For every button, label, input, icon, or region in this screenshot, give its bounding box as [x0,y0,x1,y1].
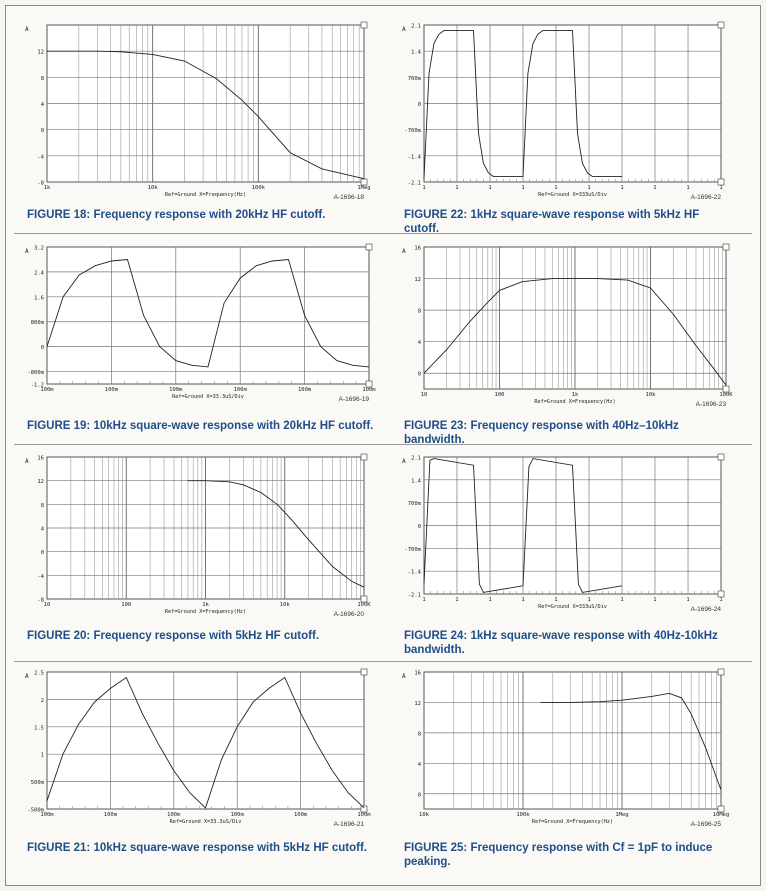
x-tick-label: 100k [251,185,265,191]
y-tick-label: 2.4 [34,270,44,277]
chart-panel-f22 [396,19,731,204]
chart-panel-f20 [19,451,374,621]
x-tick-label: 1 [620,185,624,191]
x-tick-label: 1 [587,185,591,191]
chart-svg [396,451,731,616]
y-tick-label: 16 [37,455,44,462]
x-axis-label: Ref=Ground X=Frequency(Hz) [531,819,614,825]
y-tick-label: 1.4 [411,478,421,485]
x-tick-label: 100m [40,812,54,818]
y-tick-label: -2.1 [407,180,421,187]
chart-svg [19,241,379,406]
x-axis-label: Ref=Ground X=333uS/Div [538,604,607,610]
x-tick-label: 100k [516,812,530,818]
page-frame [5,5,761,886]
x-tick-label: 100m [233,387,247,393]
y-tick-label: -4 [37,154,44,161]
x-tick-label: 10k [147,185,158,191]
y-tick-label: 2.1 [411,23,421,30]
chart-panel-f19 [19,241,379,406]
x-tick-label: 100m [40,387,54,393]
y-axis-label: A [25,26,29,33]
corner-marker [723,244,729,250]
y-tick-label: 1.4 [411,49,421,56]
y-tick-label: 16 [414,670,421,677]
corner-marker [366,381,372,387]
y-tick-label: 1 [40,752,44,759]
y-tick-label: 12 [414,700,421,707]
y-tick-label: -1.4 [407,154,421,161]
x-axis-label: Ref=Ground X=Frequency(Hz) [164,192,247,198]
x-tick-label: 100K [357,602,371,608]
x-tick-label: 100m [362,387,376,393]
y-tick-label: -1.2 [30,382,44,389]
y-tick-label: -700m [404,546,421,553]
x-tick-label: 100 [121,602,132,608]
x-tick-label: 100m [104,387,119,393]
chart-svg [19,19,374,204]
y-axis-label: A [402,248,406,255]
figure-caption: FIGURE 19: 10kHz square-wave response with 20kHz HF cutoff. [27,420,374,432]
y-tick-label: 2 [40,697,44,704]
corner-marker [718,806,724,812]
y-tick-label: 12 [414,277,421,284]
chart-panel-f23 [396,241,736,411]
x-axis-label: Ref=Ground X=Frequency(Hz) [534,399,616,405]
chart-svg [396,666,731,831]
x-tick-label: 1 [455,597,459,603]
y-tick-label: 2.1 [411,455,421,462]
x-tick-label: 100m [297,387,312,393]
x-tick-label: 1 [653,185,657,191]
y-tick-label: 8 [40,502,44,509]
figure-caption: FIGURE 18: Frequency response with 20kHz HF cutoff. [27,209,326,221]
y-tick-label: -1.4 [407,569,421,576]
y-tick-label: 700m [407,501,421,508]
y-tick-label: 3.2 [34,245,44,252]
x-tick-label: 10k [279,602,290,608]
x-tick-label: 1Meg [615,812,629,818]
x-tick-label: 10k [645,392,656,398]
y-tick-label: 0 [40,128,44,135]
x-tick-label: 100K [719,392,733,398]
corner-marker [361,454,367,460]
figure-caption: FIGURE 25: Frequency response with Cf = 1pF to induce peaking. [404,842,713,868]
y-tick-label: 500m [30,780,44,787]
x-tick-label: 1 [587,597,591,603]
x-tick-label: 1 [653,597,657,603]
x-tick-label: 1 [455,185,459,191]
x-tick-label: 1Meg [357,185,371,191]
x-tick-label: 1k [202,602,209,608]
figure-caption: FIGURE 21: 10kHz square-wave response with 5kHz HF cutoff. [27,842,367,854]
x-tick-label: 100m [169,387,183,393]
figure-caption: FIGURE 24: 1kHz square-wave response with 40Hz-10kHz bandwidth. [404,630,718,656]
chart-svg [19,666,374,831]
x-tick-label: 1 [554,597,558,603]
y-axis-label: A [402,458,406,465]
y-tick-label: -2.1 [407,592,421,599]
section-divider [14,661,752,662]
chart-svg [19,451,374,621]
y-axis-label: A [25,673,29,680]
figure-code: A-1696-21 [333,821,364,828]
corner-marker [718,591,724,597]
x-tick-label: 100m [103,812,118,818]
x-axis-label: Ref=Ground X=333uS/Div [538,192,607,198]
y-tick-label: -700m [404,128,421,135]
x-tick-label: 1 [719,185,723,191]
figure-code: A-1696-20 [333,611,364,618]
y-tick-label: 0 [417,371,421,378]
x-tick-label: 100 [494,392,505,398]
x-tick-label: 1 [686,597,690,603]
x-tick-label: 10 [43,602,51,608]
x-tick-label: 100m [293,812,308,818]
chart-panel-f18 [19,19,374,204]
x-tick-label: 10Meg [712,812,730,818]
corner-marker [718,179,724,185]
figure-code: A-1696-18 [333,194,364,201]
y-tick-label: -500m [27,807,44,814]
x-tick-label: 1 [719,597,723,603]
corner-marker [718,22,724,28]
corner-marker [723,386,729,392]
x-tick-label: 1k [43,185,51,191]
y-tick-label: 4 [417,340,421,347]
x-tick-label: 1 [521,185,525,191]
x-tick-label: 1 [620,597,624,603]
y-tick-label: 0 [417,792,421,799]
x-tick-label: 1 [521,597,525,603]
corner-marker [718,669,724,675]
y-tick-label: 0 [40,345,44,352]
chart-panel-f24 [396,451,731,616]
x-axis-label: Ref=Ground X=Frequency(Hz) [164,609,247,615]
figure-code: A-1696-24 [690,606,721,613]
figure-caption: FIGURE 23: Frequency response with 40Hz–10kHz bandwidth. [404,420,679,446]
y-axis-label: A [25,248,29,255]
x-tick-label: 100m [357,812,371,818]
y-tick-label: 8 [417,308,421,315]
x-tick-label: 1k [571,392,579,398]
y-tick-label: 0 [40,550,44,557]
x-tick-label: 1 [554,185,558,191]
y-tick-label: 4 [417,761,421,768]
corner-marker [361,179,367,185]
figure-code: A-1696-23 [695,401,726,408]
y-axis-label: A [25,458,29,465]
y-tick-label: -4 [37,573,44,580]
figure-code: A-1696-22 [690,194,721,201]
plot-area [47,672,364,809]
figure-code: A-1696-25 [690,821,721,828]
chart-panel-f25 [396,666,731,831]
chart-panel-f21 [19,666,374,831]
y-axis-label: A [402,673,406,680]
y-tick-label: 16 [414,245,421,252]
y-tick-label: 12 [37,49,44,56]
y-tick-label: -8 [37,180,44,187]
corner-marker [366,244,372,250]
x-tick-label: 1 [422,597,426,603]
corner-marker [361,669,367,675]
y-tick-label: 8 [40,75,44,82]
corner-marker [361,596,367,602]
x-tick-label: 10 [420,392,428,398]
y-tick-label: 700m [407,75,421,82]
corner-marker [361,22,367,28]
x-axis-label: Ref=Ground X=33.3uS/Div [169,819,242,825]
y-axis-label: A [402,26,406,33]
y-tick-label: 4 [40,526,44,533]
y-tick-label: -800m [27,370,44,377]
y-tick-label: 4 [40,102,44,108]
y-tick-label: 0 [417,102,421,108]
figure-caption: FIGURE 20: Frequency response with 5kHz HF cutoff. [27,630,320,642]
chart-svg [396,19,731,204]
corner-marker [361,806,367,812]
corner-marker [718,454,724,460]
x-tick-label: 1 [686,185,690,191]
x-tick-label: 100m [167,812,181,818]
chart-svg [396,241,736,411]
x-axis-label: Ref=Ground X=33.3uS/Div [172,394,244,400]
y-tick-label: 12 [37,479,44,486]
x-tick-label: 1 [422,185,426,191]
plot-area [424,672,721,809]
x-tick-label: 1 [488,185,492,191]
y-tick-label: 8 [417,731,421,738]
figure-code: A-1696-19 [338,396,369,403]
x-tick-label: 100m [230,812,244,818]
y-tick-label: 0 [417,524,421,530]
y-tick-label: 1.5 [34,725,44,732]
figure-caption: FIGURE 22: 1kHz square-wave response with 5kHz HF cutoff. [404,209,700,235]
y-tick-label: 800m [30,320,44,327]
y-tick-label: 1.6 [34,295,44,302]
y-tick-label: -8 [37,597,44,604]
x-tick-label: 10k [419,812,429,818]
x-tick-label: 1 [488,597,492,603]
plot-area [47,247,369,384]
y-tick-label: 2.5 [34,670,44,677]
